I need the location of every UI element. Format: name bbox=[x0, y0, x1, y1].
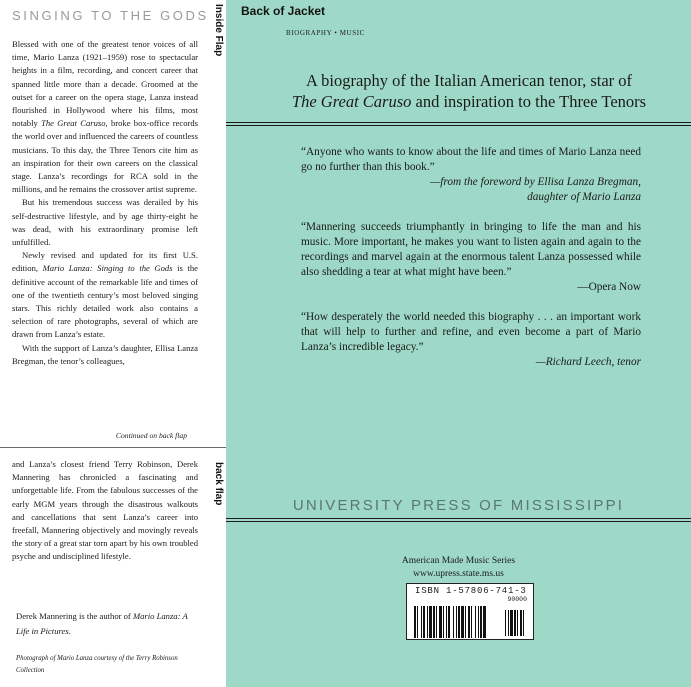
quote-text: “Mannering succeeds triumphantly in bringing to life the man and his music. More important, he makes you want to listen again and again to the recordings and marvel again at the enormous talent Lanza possessed while also shedding a tear at what might have been.” bbox=[301, 221, 641, 278]
back-flap-paragraph: and Lanza’s closest friend Terry Robinson, Derek Mannering has chronicled a fascinating and unforgettable life. From the fabulous successes of the early MGM years through the disastrous walkouts and cancellations that sent Lanza’s career into freefall, Mannering objectively and movingly reveals the story of a great star torn apart by his own troubled psyche and undisciplined lifestyle. bbox=[12, 459, 198, 562]
back-flap bbox=[0, 448, 208, 687]
barcode-icon bbox=[410, 596, 532, 639]
price-bar bbox=[517, 610, 518, 636]
quote-attribution: —from the foreword by Ellisa Lanza Bregman, bbox=[430, 176, 641, 188]
quote-text: “How desperately the world needed this biography . . . an important work that will help to further and refine, and even become a part of Mario Lanza’s incredible legacy.” bbox=[301, 311, 641, 353]
back-flap-label: back flap bbox=[213, 462, 224, 506]
author-note: Derek Mannering is the author of Mario Lanza: A Life in Pictures. bbox=[16, 611, 188, 636]
barcode-bar bbox=[427, 606, 428, 638]
barcode-bar bbox=[429, 606, 432, 638]
flap-title: SINGING TO THE GODS bbox=[12, 8, 209, 23]
barcode-bar bbox=[480, 606, 482, 638]
series-info bbox=[226, 555, 691, 581]
quote-attribution-2: daughter of Mario Lanza bbox=[527, 191, 641, 203]
barcode-bar bbox=[483, 606, 486, 638]
series-name: American Made Music Series bbox=[401, 556, 516, 566]
barcode-bar bbox=[448, 606, 450, 638]
tagline bbox=[254, 70, 684, 112]
price-bar bbox=[523, 610, 524, 636]
photo-credit: Photograph of Mario Lanza courtesy of the Terry Robinson Collection bbox=[16, 655, 178, 674]
back-jacket-label: Back of Jacket bbox=[241, 4, 326, 18]
quote-3 bbox=[301, 310, 641, 370]
price-code: 90000 bbox=[507, 596, 527, 603]
barcode-bar bbox=[453, 606, 454, 638]
price-bar bbox=[510, 610, 513, 636]
barcode-bar bbox=[461, 606, 464, 638]
barcode-bar bbox=[458, 606, 460, 638]
barcode-bar bbox=[468, 606, 470, 638]
quote-text: “Anyone who wants to know about the life and times of Mario Lanza need go no further than this book.” bbox=[301, 146, 641, 173]
quote-attribution: —Opera Now bbox=[577, 281, 641, 293]
barcode-bar bbox=[446, 606, 447, 638]
bottom-rule bbox=[226, 518, 691, 522]
flap-paragraph bbox=[12, 38, 198, 196]
back-flap-text bbox=[12, 458, 198, 564]
inside-flap-text bbox=[12, 38, 198, 368]
category-label: BIOGRAPHY • MUSIC bbox=[286, 29, 365, 37]
continued-note: Continued on back flap bbox=[115, 431, 187, 440]
quote-2 bbox=[301, 220, 641, 295]
tagline-film-title: The Great Caruso bbox=[291, 92, 412, 111]
barcode-bar bbox=[456, 606, 457, 638]
barcode-bar bbox=[423, 606, 425, 638]
isbn-barcode bbox=[406, 583, 534, 640]
top-rule bbox=[226, 122, 691, 126]
barcode-bar bbox=[436, 606, 437, 638]
back-jacket bbox=[226, 0, 691, 687]
barcode-bar bbox=[478, 606, 479, 638]
tagline-line-2: and inspiration to the Three Tenors bbox=[411, 92, 647, 111]
isbn-number: ISBN 1-57806-741-3 bbox=[415, 586, 527, 596]
publisher-website: www.upress.state.ms.us bbox=[413, 569, 504, 579]
barcode-bar bbox=[439, 606, 442, 638]
barcode-bar bbox=[471, 606, 472, 638]
barcode-bar bbox=[475, 606, 476, 638]
flap-paragraph-1: Blessed with one of the greatest tenor voices of all time, Mario Lanza (1921–1959) rose to spectacular heights in a film, recording, and concert career that spanned little more than a decade. Groomed at the outset for a career on the opera stage, Lanza instead flourished in Hollywood where his films, most notably The Great Caruso, broke box-office records the world over and influenced the careers of countless musicians. To this day, the Three Tenors cite him as an inspiration for their own careers on the classical stage. Lanza’s recordings for RCA sold in the millions, and he remains the crossover artist supreme. bbox=[12, 39, 198, 195]
barcode-bar bbox=[414, 606, 416, 638]
barcode-bar bbox=[443, 606, 444, 638]
price-bar bbox=[514, 610, 516, 636]
flap-paragraph-2: But his tremendous success was derailed by his self-destructive lifestyle, and by age thirty-eight he was dead, with his extraordinary promise left unfulfilled. bbox=[12, 197, 198, 248]
price-bar bbox=[508, 610, 509, 636]
tagline-line-1: A biography of the Italian American tenor, star of bbox=[305, 71, 633, 90]
quote-1 bbox=[301, 145, 641, 205]
inside-flap-label: Inside Flap bbox=[213, 4, 224, 57]
barcode-bar bbox=[417, 606, 418, 638]
price-bar bbox=[505, 610, 506, 636]
publisher-name: UNIVERSITY PRESS OF MISSISSIPPI bbox=[292, 497, 625, 514]
barcode-bar bbox=[433, 606, 435, 638]
inside-flap bbox=[0, 0, 208, 447]
barcode-bar bbox=[465, 606, 466, 638]
barcode-bar bbox=[421, 606, 422, 638]
quote-attribution: —Richard Leech, tenor bbox=[535, 356, 641, 368]
flap-paragraph-4: With the support of Lanza’s daughter, Ellisa Lanza Bregman, the tenor’s colleagues, bbox=[12, 342, 198, 366]
flap-paragraph-3: Newly revised and updated for its first U.S. edition, Mario Lanza: Singing to the Gods is the definitive account of the remarkable life and times of one of the twentieth century’s most beloved singing stars. This richly detailed work also contains a selection of rare photographs, several of which are drawn from Lanza’s estate. bbox=[12, 250, 198, 340]
price-bar bbox=[520, 610, 522, 636]
